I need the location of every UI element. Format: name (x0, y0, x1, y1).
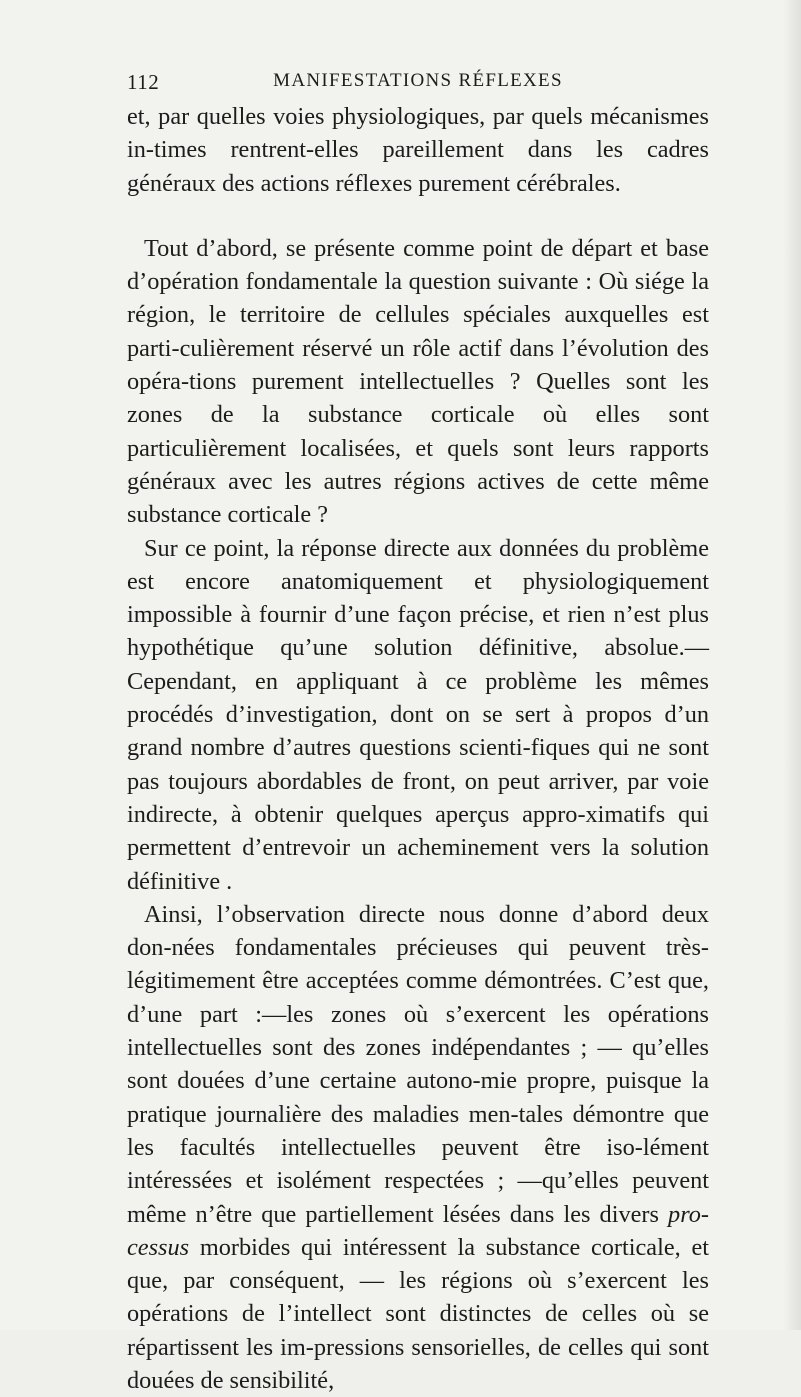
running-head (127, 70, 709, 96)
paragraph-4 (127, 898, 709, 1397)
paragraph-4-text: Ainsi, l’observation directe nous donne d’abord deux don-nées fondamentales précieuses qui peuvent très-légitimement être acceptées comme démontrées. C’est que, d’une part :—les zones où s’exercent les opérations intellectuelles sont des zones indépendantes ; — qu’elles sont douées d’une certaine autono-mie propre, puisque la pratique journalière des maladies men-tales démontre que les facultés intellectuelles peuvent être iso-lément intéressées et isolément respectées ; —qu’elles peuvent même n’être que partiellement lésées dans les divers (127, 900, 709, 1228)
page-edge-shadow (783, 0, 801, 1330)
paragraph-1: et, par quelles voies physiologiques, par quels mécanismes in-times rentrent-elles pareillement dans les cadres généraux des actions réflexes purement cérébrales. (127, 103, 709, 197)
paragraph-4-end: morbides qui intéressent la substance corticale, et que, par conséquent, — les régions où s’exercent les opérations de l’intellect sont distinctes de celles où se répartissent les im-pressions sensorielles, de celles qui sont douées de sensibilité, (127, 1233, 709, 1394)
body-text (127, 100, 709, 1397)
italic-term: pro-cessus (127, 1200, 709, 1261)
running-title: MANIFESTATIONS RÉFLEXES (273, 70, 563, 91)
paragraph-2: Tout d’abord, se présente comme point de départ et base d’opération fondamentale la question suivante : Où siége la région, le territoire de cellules spéciales auxquelles est parti-culièrement réservé un rôle actif dans l’évolution des opéra-tions purement intellectuelles ? Quelles sont les zones de la substance corticale où elles sont particulièrement localisées, et quels sont leurs rapports généraux avec les autres régions actives de cette même substance corticale ? (127, 234, 709, 529)
page-number: 112 (127, 70, 160, 94)
paragraph-3: Sur ce point, la réponse directe aux données du problème est encore anatomiquement et physiologiquement impossible à fournir d’une façon précise, et rien n’est plus hypothétique qu’une solution définitive, absolue.—Cependant, en appliquant à ce problème les mêmes procédés d’investigation, dont on se sert à propos d’un grand nombre d’autres questions scienti-fiques qui ne sont pas toujours abordables de front, on peut arriver, par voie indirecte, à obtenir quelques aperçus appro-ximatifs qui permettent d’entrevoir un acheminement vers la solution définitive . (127, 534, 709, 895)
